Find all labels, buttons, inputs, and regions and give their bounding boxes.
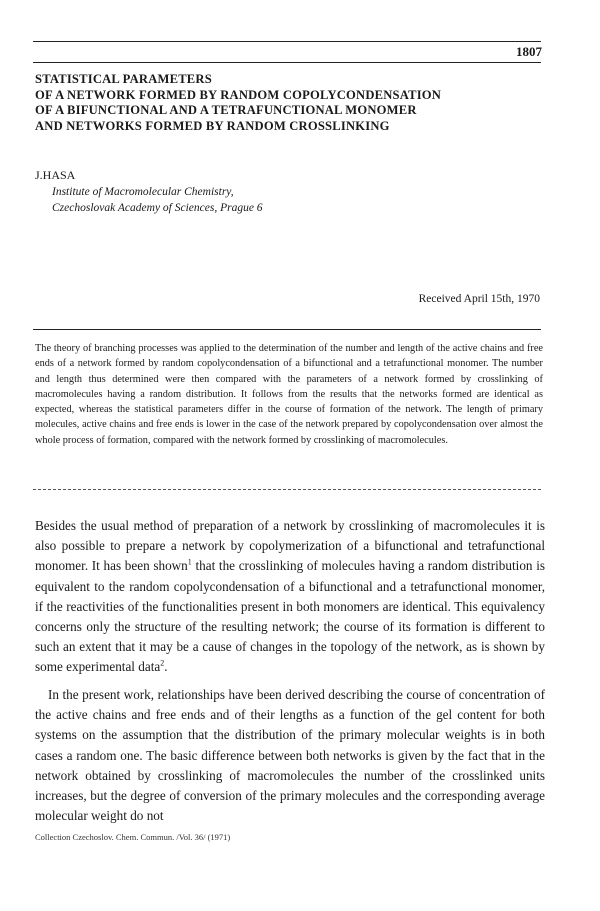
abstract: The theory of branching processes was applied to the determination of the number and length of the active chains and free ends of a network formed by random copolycondensation of a bifunctional and a tetrafunctional monomer. The number and length thus determined were then compared with the parameters of a network formed by crosslinking of macromolecules having a random distribution. It follows from the results that the networks formed are identical as expected, whereas the statistical parameters differ in the course of formation of the network. The length of primary molecules, active chains and free ends is lower in the case of the network prepared by copolycondensation over almost the whole process of formation, compared with the network formed by crosslinking of macromolecules.: [35, 343, 543, 446]
journal-citation-footer: Collection Czechoslov. Chem. Commun. /Vol. 36/ (1971): [35, 832, 231, 842]
author-affiliation: [52, 184, 263, 216]
title-line-3: OF A BIFUNCTIONAL AND A TETRAFUNCTIONAL MONOMER: [35, 103, 417, 117]
affiliation-line-1: Institute of Macromolecular Chemistry,: [52, 186, 234, 198]
title-line-1: STATISTICAL PARAMETERS: [35, 72, 212, 86]
p1-text-c: .: [164, 659, 168, 675]
reference-1: 1: [187, 558, 192, 568]
reference-2: 2: [160, 659, 165, 669]
p1-text-a: Besides the usual method of preparation of a network by crosslinking of macromolecules it is also possible to prepare a network by copolymerization of a bifunctional and tetrafunctional monomer. It has been shown: [35, 518, 545, 574]
title-line-4: AND NETWORKS FORMED BY RANDOM CROSSLINKING: [35, 118, 390, 133]
page-number: 1807: [516, 44, 542, 59]
affiliation-line-2: Czechoslovak Academy of Sciences, Prague 6: [52, 202, 263, 214]
article-title: [35, 72, 555, 134]
author-name: J.HASA: [35, 168, 76, 182]
received-date: Received April 15th, 1970: [418, 293, 540, 305]
header-rule-bottom: [33, 62, 541, 63]
p1-text-b: that the crosslinking of molecules having a random distribution is equivalent to the random copolycondensation of a bifunctional and a tetrafunctional monomer, if the reactivities of the functionalities present in both monomers are identical. This equivalency concerns only the structure of the resulting network; the course of its formation is different to such an extent that it may be a cause of changes in the topology of the network, as is shown by some experimental data: [35, 558, 545, 675]
body-paragraph-1: [35, 516, 545, 678]
abstract-rule-bottom: [33, 489, 541, 490]
header-rule-top: [33, 41, 541, 42]
title-line-2: OF A NETWORK FORMED BY RANDOM COPOLYCONDENSATION: [35, 87, 442, 102]
abstract-rule-top: [33, 329, 541, 330]
body-paragraph-2: In the present work, relationships have been derived describing the course of concentration of the active chains and free ends and of their lengths as a function of the gel content for both systems on the assumption that the distribution of the primary molecular weights is in both cases a random one. The basic difference between both networks is given by the fact that in the network obtained by crosslinking of macromolecules the number of the crosslinked units increases, but the degree of conversion of the primary molecules and the corresponding average molecular weight do not: [35, 687, 545, 824]
